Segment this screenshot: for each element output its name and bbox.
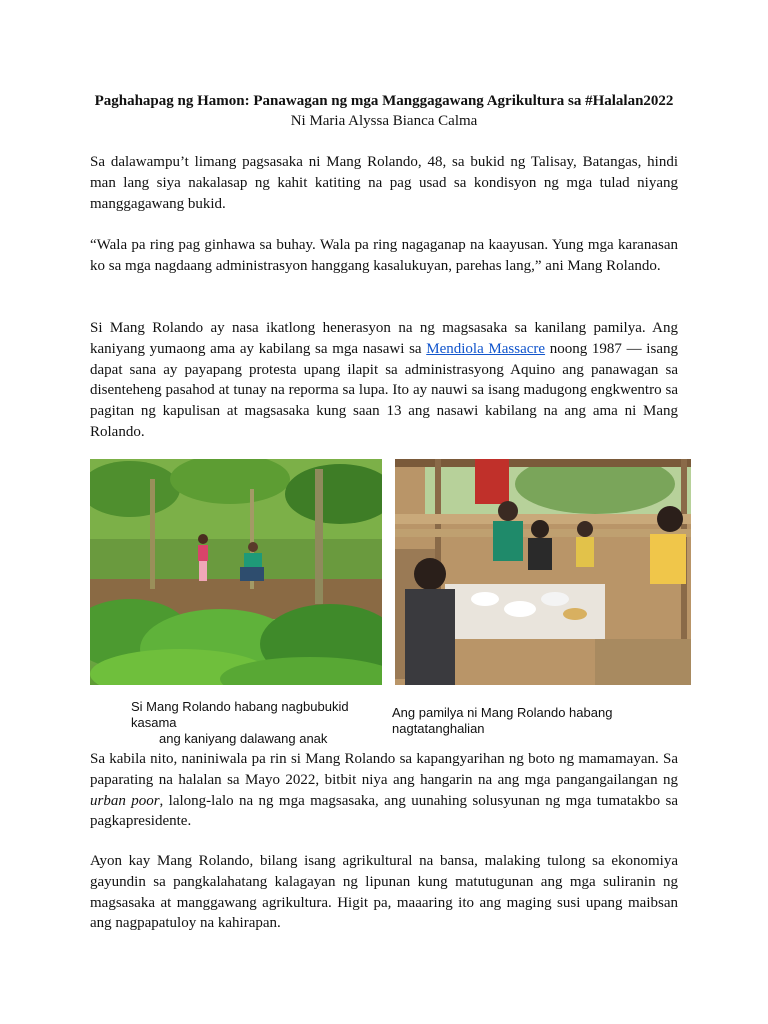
paragraph-4-text-b: , lalong-lalo na ng mga magsasaka, ang uunahing solusyunan ng mga tumatakbo sa pagkapresidente.	[90, 792, 678, 830]
paragraph-3	[90, 318, 678, 443]
paragraph-5: Ayon kay Mang Rolando, bilang isang agrikultural na bansa, malaking tulong sa ekonomiya gayundin sa pangkalahatang kalagayan ng lipunan kung matutugunan ang mga suliranin ng magsasaka at manggawang agrikultura. Higit pa, maaaring ito ang maging susi upang maibsan ang nagpapatuloy na kahirapan.	[90, 853, 678, 932]
mendiola-massacre-link[interactable]: Mendiola Massacre	[426, 340, 546, 357]
farm-photo-caption	[131, 699, 349, 747]
article-author: Ni Maria Alyssa Bianca Calma	[290, 113, 478, 129]
caption-1-line-1: Si Mang Rolando habang nagbubukid	[131, 699, 349, 714]
paragraph-3-text-a: Si Mang Rolando ay nasa ikatlong henerasyon na ng magsasaka sa kanilang pamilya. Ang kaniyang yumaong ama ay kabilang sa mga nasawi sa	[90, 320, 678, 357]
paragraph-4-text-a: Sa kabila nito, naniniwala pa rin si Mang Rolando sa kapangyarihan ng boto ng mamamayan. Sa paparating na halalan sa Mayo 2022, bitbit niya ang hangarin na ang mga pangangailangan ng	[90, 751, 678, 788]
family-photo-caption	[392, 705, 612, 737]
caption-2-line-2: nagtatanghalian	[392, 721, 485, 736]
article-title: Paghahapag ng Hamon: Panawagan ng mga Manggagawang Agrikultura sa #Halalan2022	[94, 93, 674, 109]
caption-1-line-2: kasama	[131, 715, 177, 730]
paragraph-3-text-b: noong 1987 — isang dapat sana ay payapang protesta upang ilapit sa administrasyong Aquino ang panawagan sa disenteheng pasahod at tunay na reporma sa lupa. Ito ay nauwi sa isang madugong engkwentro sa pagitan ng kapulisan at magsasaka kung saan 13 ang nasawi kabilang na ang ama ni Mang Rolando.	[90, 340, 678, 440]
farm-photo	[90, 459, 382, 685]
paragraph-4	[90, 749, 678, 832]
paragraph-1: Sa dalawampu’t limang pagsasaka ni Mang Rolando, 48, sa bukid ng Talisay, Batangas, hindi man lang siya nakalasap ng kahit katiting na pag usad sa kondisyon ng mga tulad niyang manggagawang bukid.	[90, 154, 678, 212]
urban-poor-emphasis: urban poor	[90, 792, 160, 809]
paragraph-2: “Wala pa ring pag ginhawa sa buhay. Wala pa ring nagaganap na kaayusan. Yung mga karanasan ko sa mga nagdaang administrasyon hanggang kasalukuyan, parehas lang,” ani Mang Rolando.	[90, 237, 678, 274]
family-lunch-photo	[395, 459, 691, 685]
caption-1-line-3: ang kaniyang dalawang anak	[159, 731, 328, 746]
caption-2-line-1: Ang pamilya ni Mang Rolando habang	[392, 705, 613, 720]
